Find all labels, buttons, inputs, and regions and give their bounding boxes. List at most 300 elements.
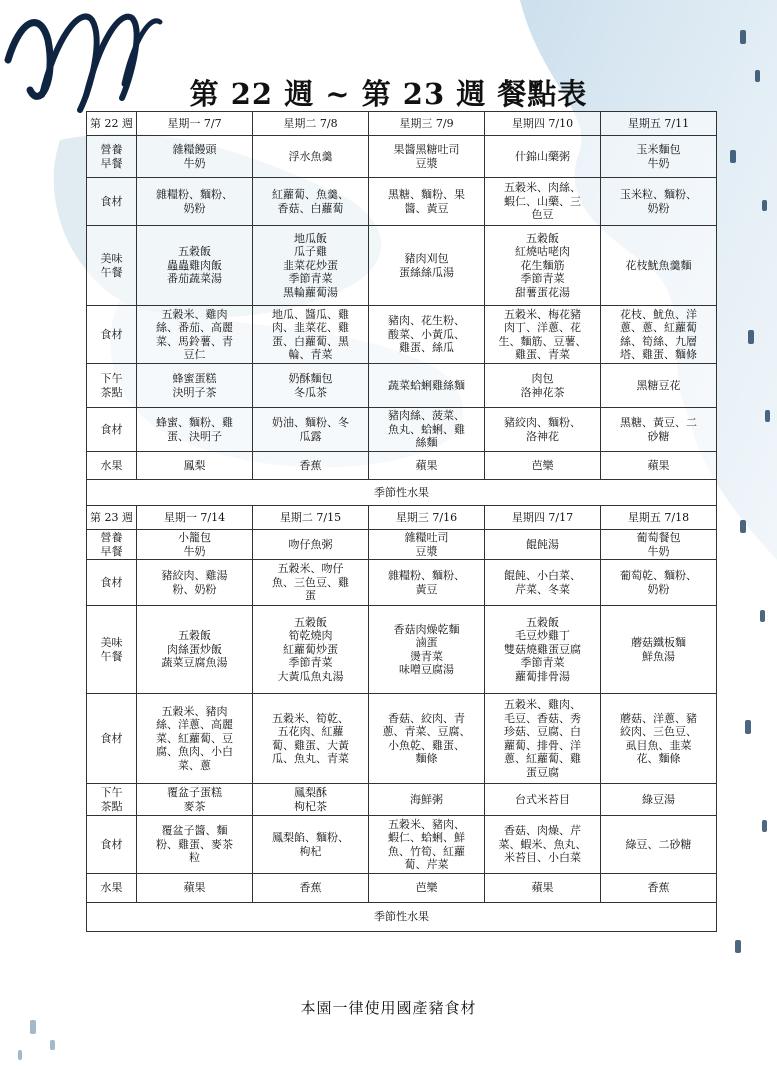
cell-line: 蘿蔔、排骨、洋 xyxy=(504,738,581,752)
ingredient-cell xyxy=(137,816,253,874)
cell-line: 黑糖、麵粉、果 xyxy=(388,188,465,201)
cell-line: 絲、番茄、高麗 xyxy=(156,321,233,334)
cell-line: 蘋果 xyxy=(647,458,670,472)
meal-cell xyxy=(369,452,485,480)
cell-line: 生、麵筋、豆薯、 xyxy=(498,334,587,348)
table-row xyxy=(87,530,717,560)
cell-line: 米苔目、小白菜 xyxy=(504,851,581,865)
table-row xyxy=(87,784,717,816)
cell-line: 黃豆 xyxy=(415,582,438,596)
cell-line: 粉、奶粉 xyxy=(172,582,217,596)
cell-line: 滷蛋 xyxy=(415,636,438,649)
cell-line: 雜糧吐司 xyxy=(404,531,449,544)
cell-line: 花枝、魷魚、洋 xyxy=(620,307,697,321)
menu-table xyxy=(86,111,717,932)
cell-line: 營養 xyxy=(100,531,123,544)
cell-line: 綠豆湯 xyxy=(642,792,675,806)
cell-line: 肉、韭菜花、雞 xyxy=(272,321,349,334)
cell-line: 毛豆炒雞丁 xyxy=(515,629,570,643)
cell-line: 菜、蔥 xyxy=(178,758,211,772)
meal-cell xyxy=(369,364,485,408)
cell-line: 麥茶 xyxy=(183,799,206,813)
cell-line: 魚、三色豆、雞 xyxy=(272,575,349,589)
cell-line: 覆盆子蛋糕 xyxy=(167,786,222,799)
cell-line: 絲、筍絲、九層 xyxy=(620,334,697,348)
cell-line: 季節青菜 xyxy=(288,656,333,670)
ingredient-cell xyxy=(485,694,601,784)
ingredient-cell xyxy=(137,560,253,606)
ingredient-cell xyxy=(253,816,369,874)
cell-line: 奶粉 xyxy=(647,201,670,215)
cell-line: 果醬黑糖吐司 xyxy=(393,143,460,156)
meal-cell xyxy=(601,226,717,306)
cell-line: 五花肉、紅蘿 xyxy=(277,725,344,738)
cell-line: 蘋果 xyxy=(415,458,438,472)
meal-cell xyxy=(485,364,601,408)
cell-line: 絞肉、三色豆、 xyxy=(620,725,697,738)
row-label xyxy=(87,784,137,816)
cell-line: 甜薯蛋花湯 xyxy=(515,285,570,299)
seasonal-fruit-note: 季節性水果 xyxy=(87,903,717,932)
cell-line: 酸菜、小黃瓜、 xyxy=(388,327,465,341)
ingredient-cell xyxy=(485,306,601,364)
meal-cell xyxy=(601,606,717,694)
ingredient-cell xyxy=(253,560,369,606)
meal-cell xyxy=(253,452,369,480)
meal-cell xyxy=(137,452,253,480)
ingredient-cell xyxy=(601,408,717,452)
cell-line: 蔔、芹菜 xyxy=(404,858,449,871)
meal-cell xyxy=(253,784,369,816)
meal-cell xyxy=(601,874,717,903)
cell-line: 五穀米、雞肉 xyxy=(161,307,228,321)
ingredient-cell xyxy=(485,408,601,452)
day-header: 星期三 7/9 xyxy=(369,112,485,136)
cell-line: 燙青菜 xyxy=(410,649,443,663)
cell-line: 小籠包 xyxy=(178,531,211,544)
cell-line: 小魚乾、雞蛋、 xyxy=(388,738,465,752)
day-header: 星期三 7/16 xyxy=(369,506,485,530)
ingredient-cell xyxy=(253,694,369,784)
meal-cell xyxy=(137,874,253,903)
ingredient-cell xyxy=(253,306,369,364)
seasonal-fruit-note: 季節性水果 xyxy=(87,480,717,506)
ingredient-cell xyxy=(601,816,717,874)
cell-line: 牛奶 xyxy=(183,544,206,558)
cell-line: 番茄蔬菜湯 xyxy=(167,272,222,286)
cell-line: 瓜子雞 xyxy=(294,245,327,259)
cell-line: 午餐 xyxy=(100,265,123,279)
ingredient-cell xyxy=(601,560,717,606)
meal-cell xyxy=(601,136,717,178)
meal-cell xyxy=(253,226,369,306)
ingredient-cell xyxy=(369,694,485,784)
meal-cell xyxy=(369,530,485,560)
row-label xyxy=(87,530,137,560)
cell-line: 雞蛋、絲瓜 xyxy=(399,341,454,355)
cell-line: 豆仁 xyxy=(183,348,206,361)
cell-line: 蔬菜蛤蜊雞絲麵 xyxy=(388,378,465,392)
cell-line: 花枝魷魚羹麵 xyxy=(625,258,692,272)
cell-line: 蘋果 xyxy=(183,881,206,895)
meal-cell xyxy=(369,136,485,178)
table-row xyxy=(87,903,717,932)
cell-line: 葡萄乾、麵粉、 xyxy=(620,569,697,582)
cell-line: 食材 xyxy=(100,422,123,436)
cell-line: 海鮮粥 xyxy=(410,792,443,806)
cell-line: 洛神花茶 xyxy=(520,385,565,399)
row-label xyxy=(87,408,137,452)
cell-line: 蝦仁、山藥、三 xyxy=(504,194,581,208)
meal-cell xyxy=(137,136,253,178)
meal-cell xyxy=(485,784,601,816)
meal-cell xyxy=(253,136,369,178)
cell-line: 豬絞肉、雞湯 xyxy=(161,569,228,582)
day-header: 星期二 7/8 xyxy=(253,112,369,136)
table-row xyxy=(87,480,717,506)
cell-line: 花生麵筋 xyxy=(520,258,565,272)
cell-line: 雞蛋、青菜 xyxy=(515,348,570,361)
cell-line: 蔥、紅蘿蔔、雞 xyxy=(504,752,581,765)
cell-line: 蛋、白蘿蔔、黑 xyxy=(272,334,349,348)
cell-line: 蛋、決明子 xyxy=(167,429,222,443)
cell-line: 黑輪蘿蔔湯 xyxy=(283,285,338,299)
cell-line: 肉絲蛋炒飯 xyxy=(167,642,222,656)
cell-line: 毛豆、香菇、秀 xyxy=(504,711,581,725)
cell-line: 大黃瓜魚丸湯 xyxy=(277,669,344,683)
cell-line: 香菇、白蘿蔔 xyxy=(277,201,344,215)
cell-line: 下午 xyxy=(100,372,123,385)
week-header-row xyxy=(87,112,717,136)
cell-line: 蘿蔔排骨湯 xyxy=(515,669,570,683)
cell-line: 地瓜、醬瓜、雞 xyxy=(272,307,349,321)
cell-line: 枸杞茶 xyxy=(294,799,327,813)
row-label xyxy=(87,136,137,178)
cell-line: 美味 xyxy=(100,252,123,265)
table-row xyxy=(87,364,717,408)
table-row xyxy=(87,816,717,874)
cell-line: 絲麵 xyxy=(415,436,438,450)
cell-line: 蛋絲絲瓜湯 xyxy=(399,265,454,279)
meal-cell xyxy=(601,784,717,816)
meal-cell xyxy=(485,874,601,903)
cell-line: 豬絞肉、麵粉、 xyxy=(504,416,581,429)
cell-line: 粒 xyxy=(189,851,200,865)
cell-line: 鮮魚湯 xyxy=(642,649,675,663)
day-header: 星期四 7/10 xyxy=(485,112,601,136)
cell-line: 塔、雞蛋、麵條 xyxy=(620,348,697,361)
day-header: 星期一 7/14 xyxy=(137,506,253,530)
cell-line: 豆漿 xyxy=(415,156,438,170)
cell-line: 奶酥麵包 xyxy=(288,372,333,385)
ingredient-cell xyxy=(485,560,601,606)
cell-line: 覆盆子醬、麵 xyxy=(161,824,228,838)
cell-line: 牛奶 xyxy=(647,544,670,558)
meal-cell xyxy=(253,606,369,694)
cell-line: 鳳梨酥 xyxy=(294,786,327,799)
cell-line: 砂糖 xyxy=(647,429,670,443)
cell-line: 豬肉絲、菠菜、 xyxy=(388,409,465,423)
cell-line: 五穀飯 xyxy=(178,629,211,643)
cell-line: 餛飩、小白菜、 xyxy=(504,569,581,582)
row-label xyxy=(87,226,137,306)
day-header: 星期四 7/17 xyxy=(485,506,601,530)
ingredient-cell xyxy=(369,178,485,226)
ingredient-cell xyxy=(137,408,253,452)
cell-line: 什錦山藥粥 xyxy=(515,149,570,163)
cell-line: 筍乾燒肉 xyxy=(288,629,333,643)
cell-line: 台式米苔目 xyxy=(515,792,570,806)
meal-cell xyxy=(601,452,717,480)
cell-line: 葡萄餐包 xyxy=(636,531,681,544)
cell-line: 蔔、雞蛋、大黃 xyxy=(272,738,349,752)
cell-line: 香菇肉燥乾麵 xyxy=(393,622,460,636)
cell-line: 絲、洋蔥、高麗 xyxy=(156,718,233,732)
ingredient-cell xyxy=(253,178,369,226)
row-label xyxy=(87,874,137,903)
cell-line: 五穀飯 xyxy=(294,615,327,629)
cell-line: 奶油、麵粉、冬 xyxy=(272,416,349,429)
meal-cell xyxy=(253,530,369,560)
cell-line: 肉包 xyxy=(531,372,554,385)
cell-line: 蘑菇鐵板麵 xyxy=(631,636,686,649)
ingredient-cell xyxy=(601,306,717,364)
cell-line: 五穀米、梅花豬 xyxy=(504,307,581,321)
cell-line: 冬瓜茶 xyxy=(294,385,327,399)
cell-line: 肉丁、洋蔥、花 xyxy=(504,321,581,334)
cell-line: 五穀飯 xyxy=(526,231,559,245)
cell-line: 奶粉 xyxy=(647,582,670,596)
cell-line: 牛奶 xyxy=(183,156,206,170)
ingredient-cell xyxy=(369,306,485,364)
table-row xyxy=(87,452,717,480)
cell-line: 枸杞 xyxy=(299,844,322,858)
cell-line: 蘋果 xyxy=(531,881,554,895)
ingredient-cell xyxy=(601,694,717,784)
row-label xyxy=(87,560,137,606)
week-label: 第 23 週 xyxy=(87,506,137,530)
cell-line: 蟲蟲雞肉飯 xyxy=(167,258,222,272)
table-row xyxy=(87,408,717,452)
cell-line: 色豆 xyxy=(531,208,554,222)
meal-cell xyxy=(485,226,601,306)
cell-line: 腐、魚肉、小白 xyxy=(156,745,233,759)
cell-line: 香蕉 xyxy=(299,458,322,472)
table-row xyxy=(87,306,717,364)
cell-line: 水果 xyxy=(100,881,123,895)
cell-line: 五穀米、肉絲、 xyxy=(504,181,581,195)
cell-line: 豬肉、花生粉、 xyxy=(388,314,465,328)
cell-line: 香蕉 xyxy=(299,881,322,895)
row-label xyxy=(87,452,137,480)
cell-line: 菜、蝦米、魚丸、 xyxy=(498,837,587,851)
day-header: 星期一 7/7 xyxy=(137,112,253,136)
cell-line: 雙菇燒雞蛋豆腐 xyxy=(504,642,581,656)
page-title: 第 22 週 ~ 第 23 週 餐點表 xyxy=(189,77,588,111)
cell-line: 麵條 xyxy=(415,752,438,765)
meal-cell xyxy=(369,606,485,694)
cell-line: 五穀米、吻仔 xyxy=(277,562,344,576)
meal-cell xyxy=(601,364,717,408)
cell-line: 香蕉 xyxy=(647,881,670,895)
ingredient-cell xyxy=(485,178,601,226)
cell-line: 菜、紅蘿蔔、豆 xyxy=(156,731,233,745)
ingredient-cell xyxy=(485,816,601,874)
row-label xyxy=(87,178,137,226)
ingredient-cell xyxy=(369,560,485,606)
cell-line: 蜂蜜蛋糕 xyxy=(172,372,217,385)
cell-line: 玉米麵包 xyxy=(636,143,681,156)
cell-line: 菜、馬鈴薯、青 xyxy=(156,334,233,348)
cell-line: 味噌豆腐湯 xyxy=(399,663,454,676)
cell-line: 季節青菜 xyxy=(520,272,565,286)
row-label xyxy=(87,364,137,408)
cell-line: 蔥、青菜、豆腐、 xyxy=(382,725,471,738)
cell-line: 食材 xyxy=(100,731,123,745)
ingredient-cell xyxy=(369,408,485,452)
cell-line: 午餐 xyxy=(100,649,123,663)
meal-cell xyxy=(137,226,253,306)
cell-line: 五穀米、豬肉 xyxy=(161,704,228,718)
cell-line: 瓜露 xyxy=(299,429,322,443)
row-label xyxy=(87,606,137,694)
cell-line: 早餐 xyxy=(100,544,123,558)
cell-line: 黑糖、黃豆、二 xyxy=(620,416,697,429)
day-header: 星期五 7/18 xyxy=(601,506,717,530)
cell-line: 豆漿 xyxy=(415,544,438,558)
cell-line: 下午 xyxy=(100,786,123,799)
cell-line: 食材 xyxy=(100,837,123,851)
ingredient-cell xyxy=(253,408,369,452)
cell-line: 地瓜飯 xyxy=(294,231,327,245)
ingredient-cell xyxy=(369,816,485,874)
cell-line: 鳳梨餡、麵粉、 xyxy=(272,831,349,844)
day-header: 星期二 7/15 xyxy=(253,506,369,530)
cell-line: 蔬菜豆腐魚湯 xyxy=(161,656,228,670)
cell-line: 紅燒咕咾肉 xyxy=(515,245,570,259)
cell-line: 蝦仁、蛤蜊、鮮 xyxy=(388,831,465,844)
cell-line: 水果 xyxy=(100,458,123,472)
cell-line: 輪、青菜 xyxy=(288,348,333,361)
cell-line: 浮水魚羹 xyxy=(288,149,333,163)
cell-line: 奶粉 xyxy=(183,201,206,215)
table-row xyxy=(87,694,717,784)
cell-line: 季節青菜 xyxy=(288,272,333,286)
meal-cell xyxy=(485,136,601,178)
cell-line: 五穀米、筍乾、 xyxy=(272,711,349,725)
cell-line: 瓜、魚丸、青菜 xyxy=(272,752,349,765)
meal-cell xyxy=(137,784,253,816)
cell-line: 雜糧粉、麵粉、 xyxy=(388,569,465,582)
cell-line: 香菇、肉燥、芹 xyxy=(504,824,581,838)
cell-line: 魚、竹筍、紅蘿 xyxy=(388,844,465,858)
meal-cell xyxy=(137,530,253,560)
footer-note: 本園一律使用國產豬食材 xyxy=(300,999,477,1017)
cell-line: 珍菇、豆腐、白 xyxy=(504,725,581,738)
cell-line: 茶點 xyxy=(100,385,123,399)
cell-line: 蔥、蔥、紅蘿蔔 xyxy=(620,321,697,334)
row-label xyxy=(87,306,137,364)
cell-line: 食材 xyxy=(100,194,123,208)
week-header-row xyxy=(87,506,717,530)
cell-line: 五穀飯 xyxy=(526,615,559,629)
table-row xyxy=(87,874,717,903)
cell-line: 五穀米、雞肉、 xyxy=(504,698,581,711)
ingredient-cell xyxy=(137,178,253,226)
meal-cell xyxy=(485,530,601,560)
meal-cell xyxy=(137,364,253,408)
table-row xyxy=(87,178,717,226)
cell-line: 蛋豆腐 xyxy=(526,765,559,779)
table-row xyxy=(87,226,717,306)
week-label: 第 22 週 xyxy=(87,112,137,136)
cell-line: 吻仔魚粥 xyxy=(288,537,333,551)
cell-line: 蛋 xyxy=(305,589,316,603)
cell-line: 醬、黃豆 xyxy=(404,201,449,215)
meal-cell xyxy=(485,606,601,694)
meal-cell xyxy=(137,606,253,694)
cell-line: 粉、雞蛋、麥茶 xyxy=(156,837,233,851)
meal-cell xyxy=(369,874,485,903)
cell-line: 食材 xyxy=(100,575,123,589)
table-row xyxy=(87,136,717,178)
cell-line: 鳳梨 xyxy=(183,458,206,472)
cell-line: 豬肉刈包 xyxy=(404,252,449,265)
cell-line: 花、麵條 xyxy=(636,752,681,765)
cell-line: 紅蘿蔔、魚羹、 xyxy=(272,188,349,201)
cell-line: 美味 xyxy=(100,636,123,649)
day-header: 星期五 7/11 xyxy=(601,112,717,136)
meal-cell xyxy=(601,530,717,560)
cell-line: 韭菜花炒蛋 xyxy=(283,258,338,272)
cell-line: 食材 xyxy=(100,327,123,341)
ingredient-cell xyxy=(137,694,253,784)
cell-line: 玉米粒、麵粉、 xyxy=(620,188,697,201)
row-label xyxy=(87,816,137,874)
meal-cell xyxy=(485,452,601,480)
cell-line: 茶點 xyxy=(100,799,123,813)
cell-line: 黑糖豆花 xyxy=(636,378,681,392)
meal-cell xyxy=(253,874,369,903)
cell-line: 洛神花 xyxy=(526,429,559,443)
ingredient-cell xyxy=(601,178,717,226)
cell-line: 營養 xyxy=(100,143,123,156)
table-row xyxy=(87,606,717,694)
cell-line: 綠豆、二砂糖 xyxy=(625,837,692,851)
cell-line: 香菇、絞肉、青 xyxy=(388,711,465,725)
cell-line: 早餐 xyxy=(100,156,123,170)
cell-line: 雜糧饅頭 xyxy=(172,143,217,156)
cell-line: 芭樂 xyxy=(531,458,554,472)
cell-line: 五穀米、豬肉、 xyxy=(388,817,465,831)
table-row xyxy=(87,560,717,606)
cell-line: 紅蘿蔔炒蛋 xyxy=(283,642,338,656)
cell-line: 五穀飯 xyxy=(178,245,211,259)
cell-line: 蘑菇、洋蔥、豬 xyxy=(620,711,697,725)
meal-cell xyxy=(253,364,369,408)
meal-cell xyxy=(369,784,485,816)
ingredient-cell xyxy=(137,306,253,364)
row-label xyxy=(87,694,137,784)
cell-line: 虱目魚、韭菜 xyxy=(625,738,692,752)
meal-schedule xyxy=(86,111,716,932)
cell-line: 決明子茶 xyxy=(172,385,217,399)
cell-line: 蜂蜜、麵粉、雞 xyxy=(156,416,233,429)
cell-line: 雜糧粉、麵粉、 xyxy=(156,188,233,201)
cell-line: 魚丸、蛤蜊、雞 xyxy=(388,422,465,436)
cell-line: 牛奶 xyxy=(647,156,670,170)
cell-line: 芹菜、冬菜 xyxy=(515,582,570,596)
